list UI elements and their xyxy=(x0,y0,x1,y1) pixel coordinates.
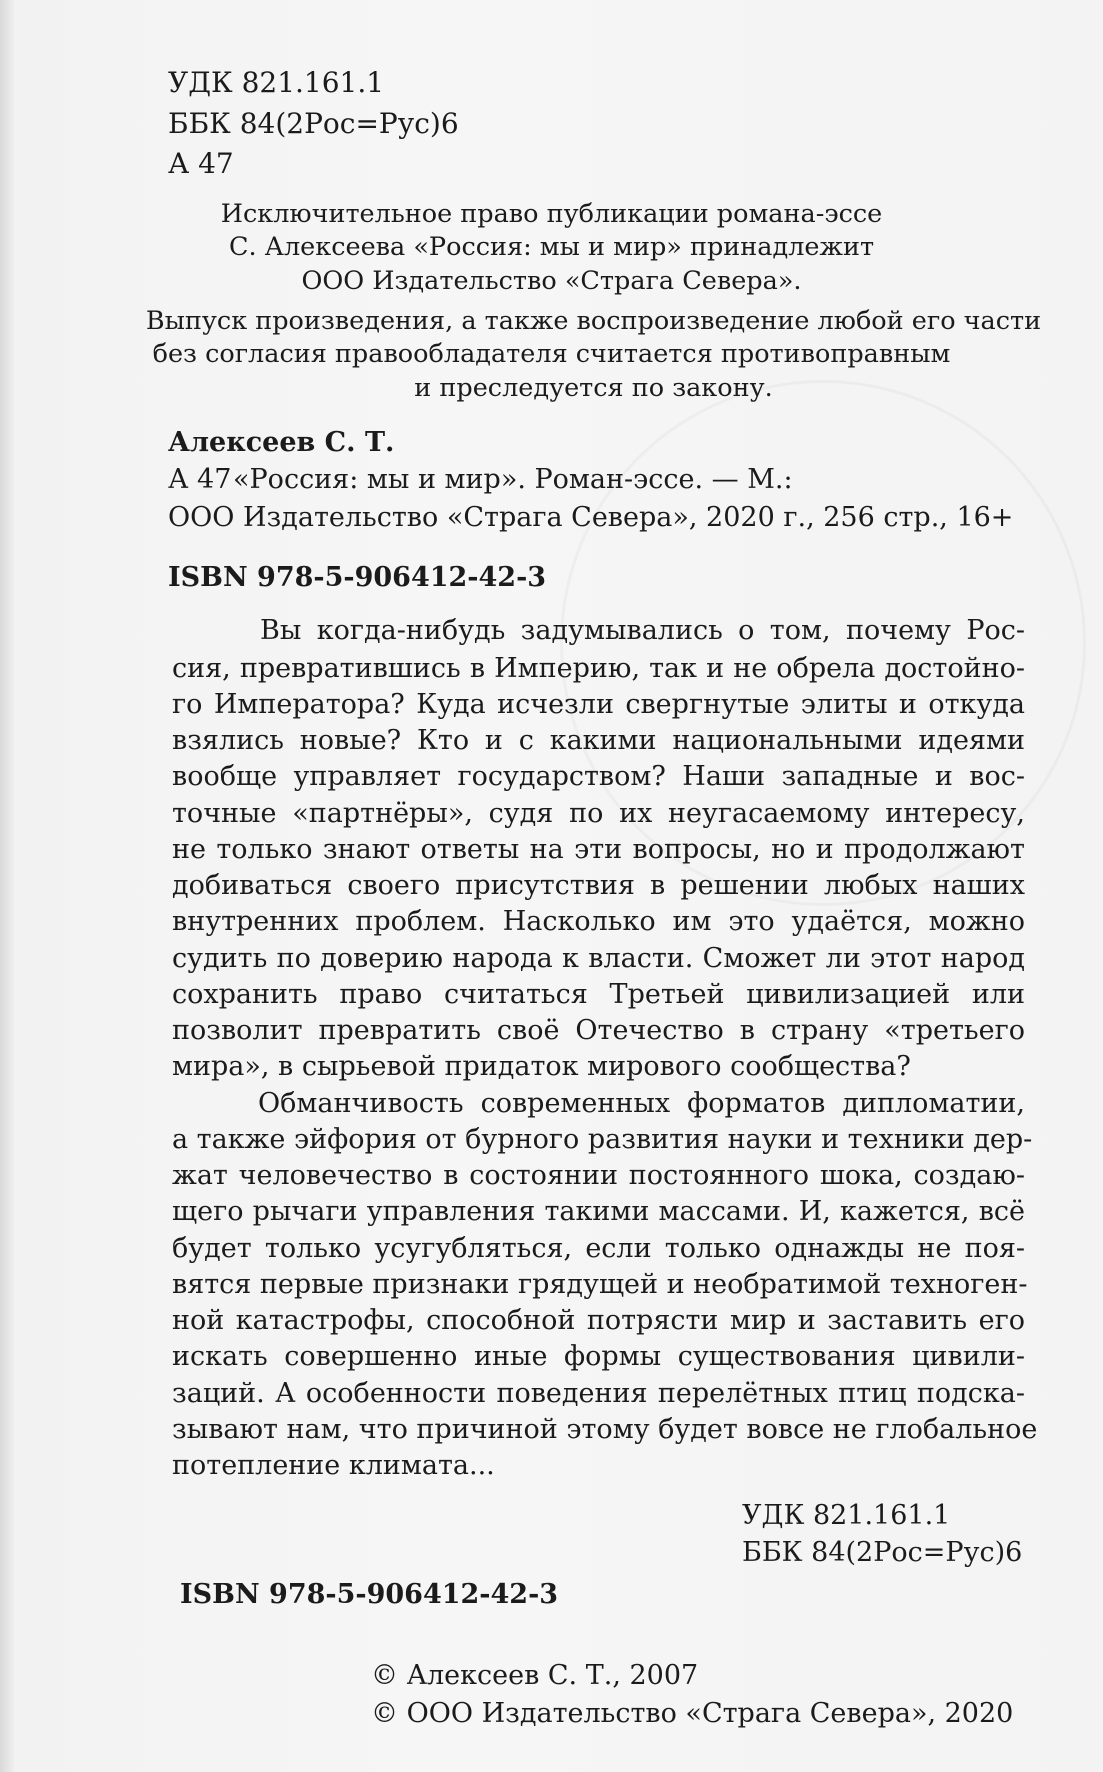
rights-line: Выпуск произведения, а также воспроизведение любой его части xyxy=(145,306,1042,336)
annotation-line: вообще управляет государством? Наши западные и вос- xyxy=(172,761,1025,792)
udk-code: УДК 821.161.1 xyxy=(168,66,385,99)
annotation-line: сия, превратившись в Империю, так и не обрела достойно- xyxy=(172,653,1025,684)
copyright-line: © Алексеев С. Т., 2007 xyxy=(371,1660,699,1691)
rights-line: ООО Издательство «Страга Севера». xyxy=(301,266,802,296)
publisher-line: ООО Издательство «Страга Севера», 2020 г., 256 стр., 16+ xyxy=(168,502,1014,533)
annotation-line: жат человечество в состоянии постоянного шока, создаю- xyxy=(172,1160,1025,1191)
annotation-line: Обманчивость современных форматов дипломатии, xyxy=(258,1088,1025,1119)
annotation-line: потепление климата... xyxy=(172,1450,495,1481)
annotation-line: вятся первые признаки грядущей и необратимой техноген- xyxy=(172,1269,1028,1300)
author-code-inline: А 47 xyxy=(168,464,232,495)
annotation-line: будет только усугубляться, если только однажды не поя- xyxy=(172,1233,1025,1264)
rights-line: и преследуется по закону. xyxy=(414,373,773,403)
isbn-bottom: ISBN 978-5-906412-42-3 xyxy=(180,1579,559,1610)
annotation-line: внутренних проблем. Насколько им это удаётся, можно xyxy=(172,906,1025,937)
annotation-line: го Императора? Куда исчезли свергнутые элиты и откуда xyxy=(172,689,1025,720)
annotation-line: щего рычаги управления такими массами. И, кажется, всё xyxy=(172,1196,1025,1227)
annotation-line: заций. А особенности поведения перелётных птиц подска- xyxy=(172,1378,1025,1409)
annotation-line: искать совершенно иные формы существования цивили- xyxy=(172,1341,1025,1372)
bbk-code-bottom: ББК 84(2Рос=Рус)6 xyxy=(742,1537,1023,1568)
annotation-line: добиваться своего присутствия в решении любых наших xyxy=(172,870,1025,901)
isbn-top: ISBN 978-5-906412-42-3 xyxy=(168,562,547,593)
copyright-line: © ООО Издательство «Страга Севера», 2020 xyxy=(371,1698,1014,1729)
annotation-line: зывают нам, что причиной этому будет вовсе не глобальное xyxy=(172,1414,1038,1445)
annotation-line: взялись новые? Кто и с какими национальными идеями xyxy=(172,725,1025,756)
author-code: А 47 xyxy=(168,147,234,180)
rights-line: без согласия правообладателя считается противоправным xyxy=(152,339,951,369)
title-line: «Россия: мы и мир». Роман-эссе. — М.: xyxy=(233,464,793,495)
annotation-line: Вы когда-нибудь задумывались о том, почему Рос- xyxy=(260,615,1025,646)
rights-line: С. Алексеева «Россия: мы и мир» принадлежит xyxy=(228,232,875,262)
annotation-line: судить по доверию народа к власти. Сможет ли этот народ xyxy=(172,943,1025,974)
annotation-line: мира», в сырьевой придаток мирового сообщества? xyxy=(172,1051,911,1082)
annotation-line: точные «партнёры», судя по их неугасаемому интересу, xyxy=(172,798,1025,829)
udk-code-bottom: УДК 821.161.1 xyxy=(742,1500,951,1531)
annotation-line: сохранить право считаться Третьей цивилизацией или xyxy=(172,979,1025,1010)
annotation-line: а также эйфория от бурного развития науки и техники дер- xyxy=(172,1124,1033,1155)
author-name: Алексеев С. Т. xyxy=(168,427,395,458)
annotation-line: позволит превратить своё Отечество в страну «третьего xyxy=(172,1015,1025,1046)
bbk-code: ББК 84(2Рос=Рус)6 xyxy=(168,107,459,140)
annotation-line: не только знают ответы на эти вопросы, но и продолжают xyxy=(172,834,1025,865)
annotation-line: ной катастрофы, способной потрясти мир и заставить его xyxy=(172,1305,1025,1336)
rights-line: Исключительное право публикации романа-эссе xyxy=(220,199,883,229)
